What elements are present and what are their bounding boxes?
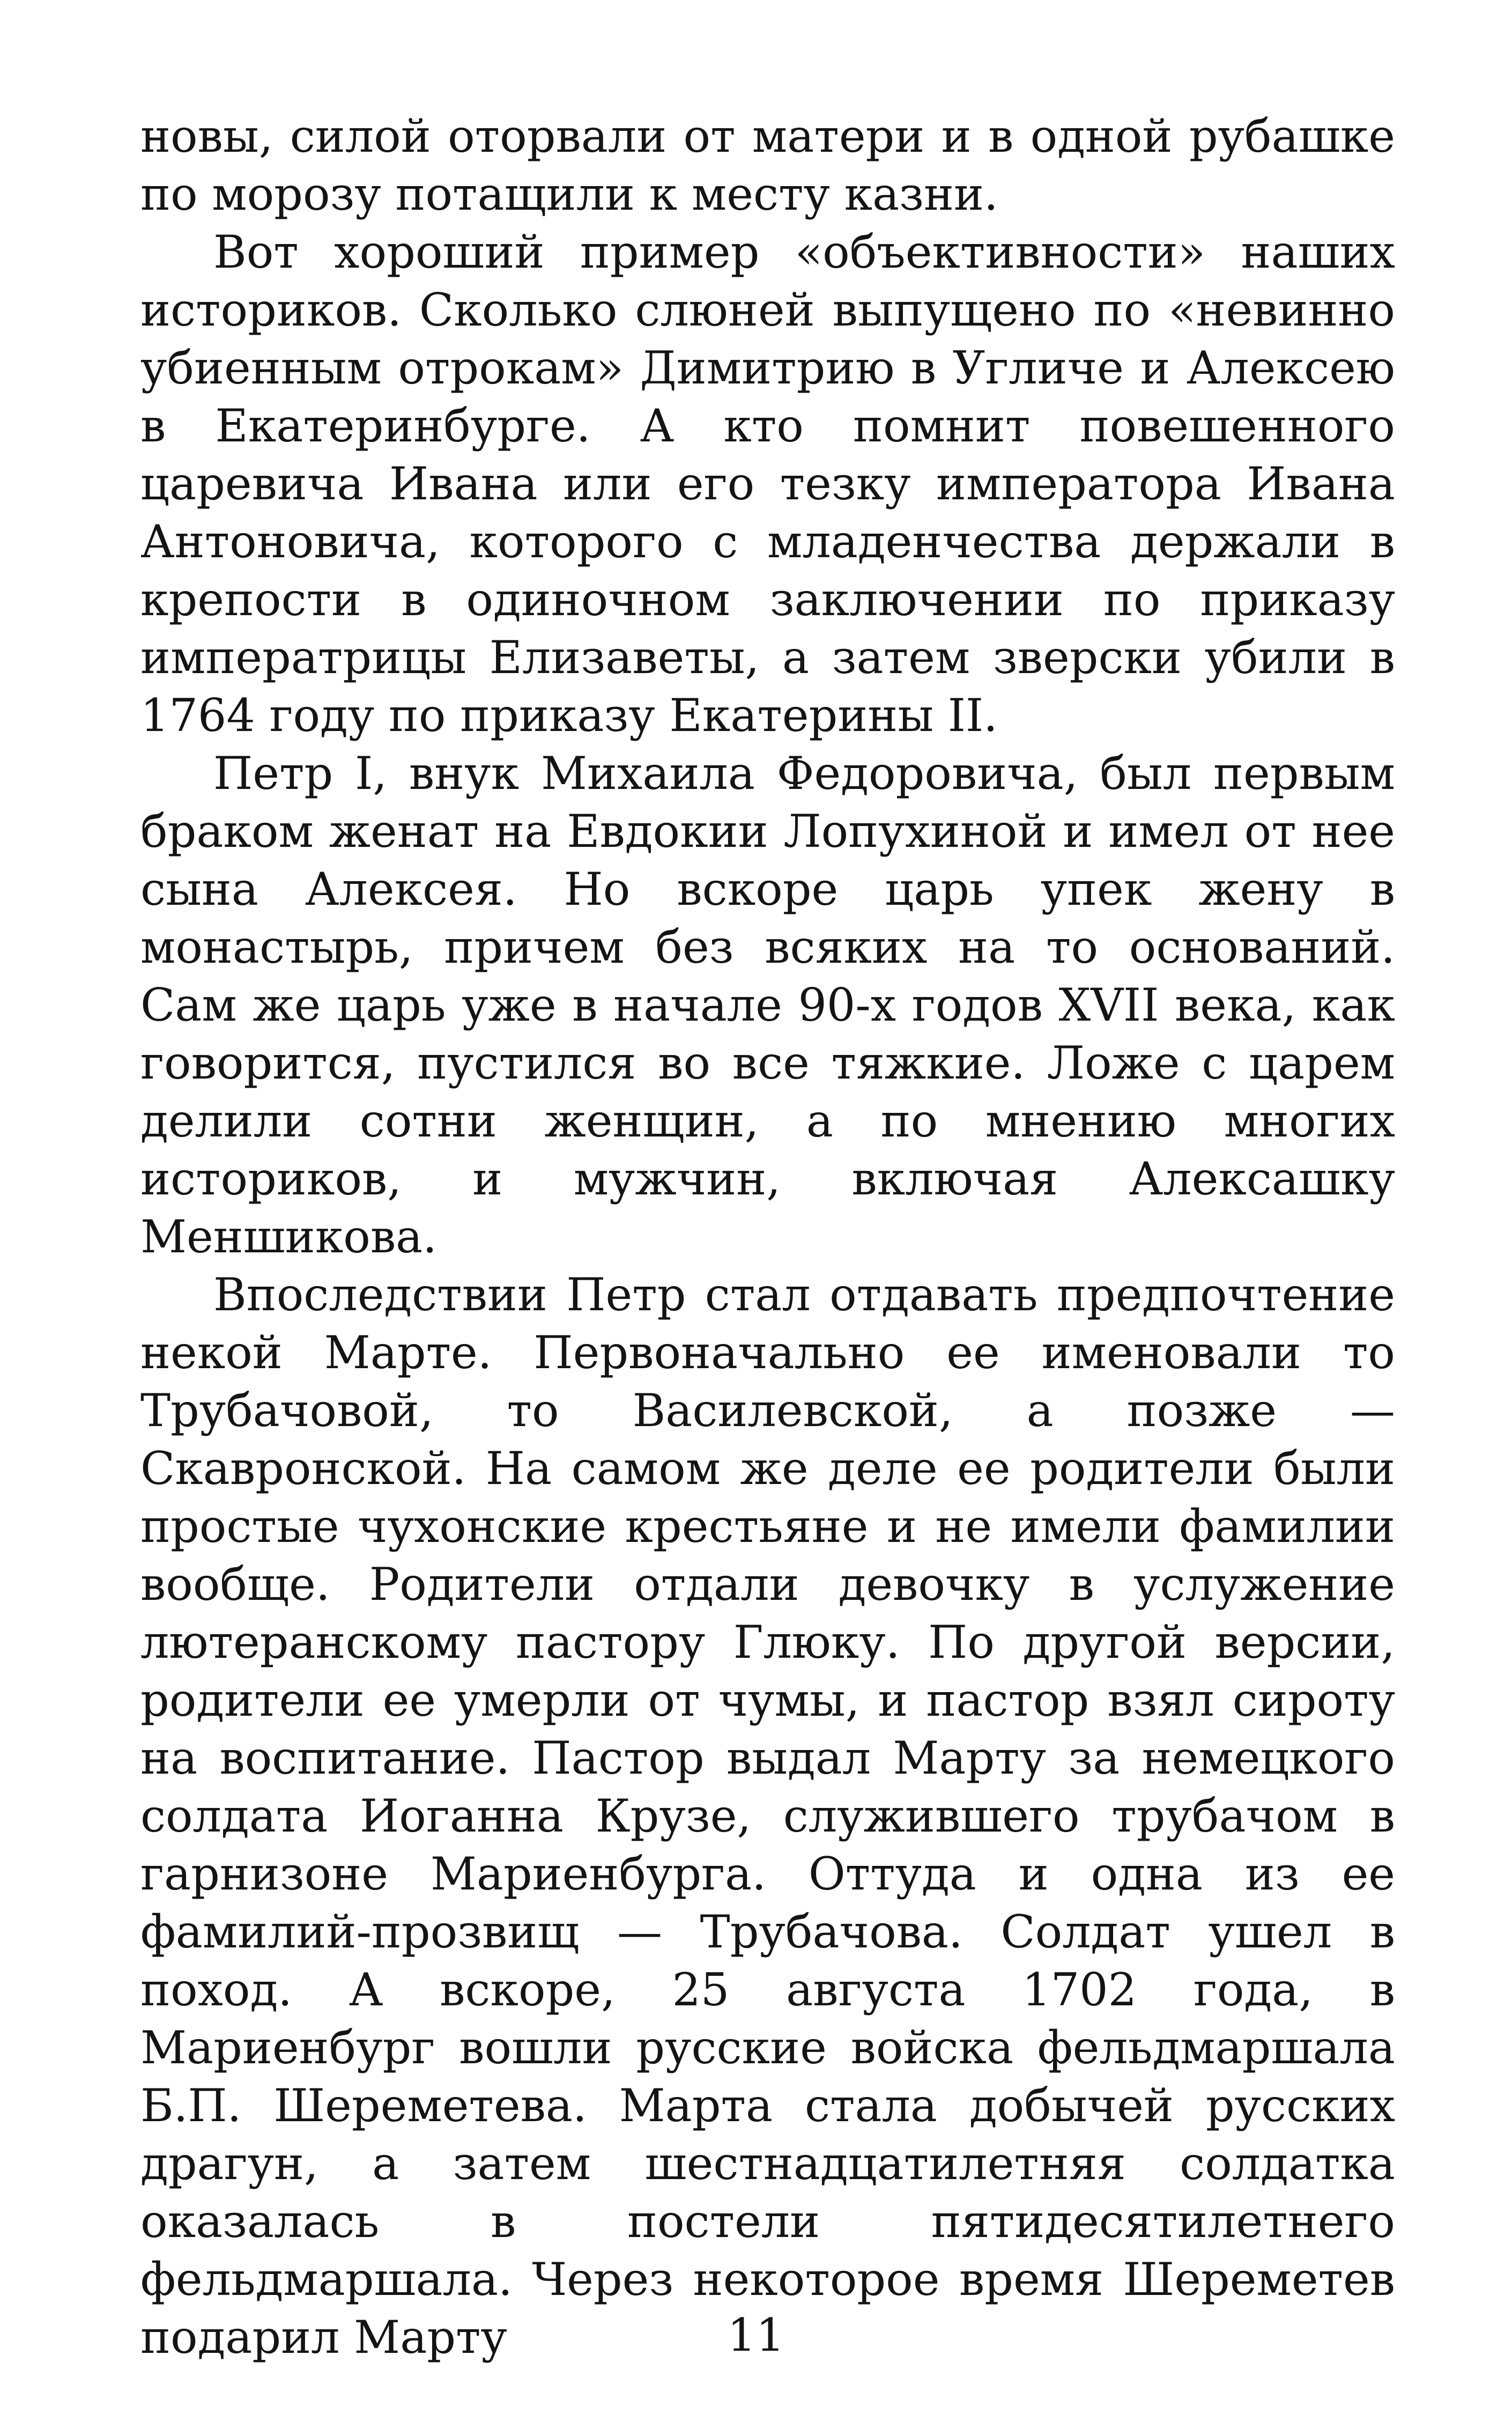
paragraph-continuation: новы, силой оторвали от матери и в одной рубашке по морозу потащили к месту казни. (140, 110, 1395, 220)
paragraph-peter-first: Петр I, внук Михаила Федоровича, был первым браком женат на Евдокии Лопухиной и имел от нее сына Алексея. Но вскоре царь упек жену в монастырь, причем без всяких на то оснований. Сам же царь уже в начале 90-х годов XVII века, как говорится, пустился во все тяжкие. Ложе с царем делили сотни женщин, а по мнению многих историков, и мужчин, включая Алексашку Меншикова. (140, 747, 1395, 1263)
page-number: 11 (727, 2309, 785, 2361)
paragraph-marta: Впоследствии Петр стал отдавать предпочтение некой Марте. Первоначально ее именовали то Трубачовой, то Василевской, а позже — Скавронской. На самом же деле ее родители были простые чухонские крестьяне и не имели фамилии вообще. Родители отдали девочку в услужение лютеранскому пастору Глюку. По другой версии, родители ее умерли от чумы, и пастор взял сироту на воспитание. Пастор выдал Марту за немецкого солдата Иоганна Крузе, служившего трубачом в гарнизоне Мариенбурга. Оттуда и одна из ее фамилий-прозвищ — Трубачова. Солдат ушел в поход. А вскоре, 25 августа 1702 года, в Мариенбург вошли русские войска фельдмаршала Б.П. Шереметева. Марта стала добычей русских драгун, а затем шестнадцатилетняя солдатка оказалась в постели пятидесятилетнего фельдмаршала. Через некоторое время Шереметев подарил Марту (140, 1268, 1395, 2364)
paragraph-historians: Вот хороший пример «объективности» наших историков. Сколько слюней выпущено по «невинно убиенным отрокам» Димитрию в Угличе и Алексею в Екатеринбурге. А кто помнит повешенного царевича Ивана или его тезку императора Ивана Антоновича, которого с младенчества держали в крепости в одиночном заключении по приказу императрицы Елизаветы, а затем зверски убили в 1764 году по приказу Екатерины II. (140, 226, 1395, 742)
